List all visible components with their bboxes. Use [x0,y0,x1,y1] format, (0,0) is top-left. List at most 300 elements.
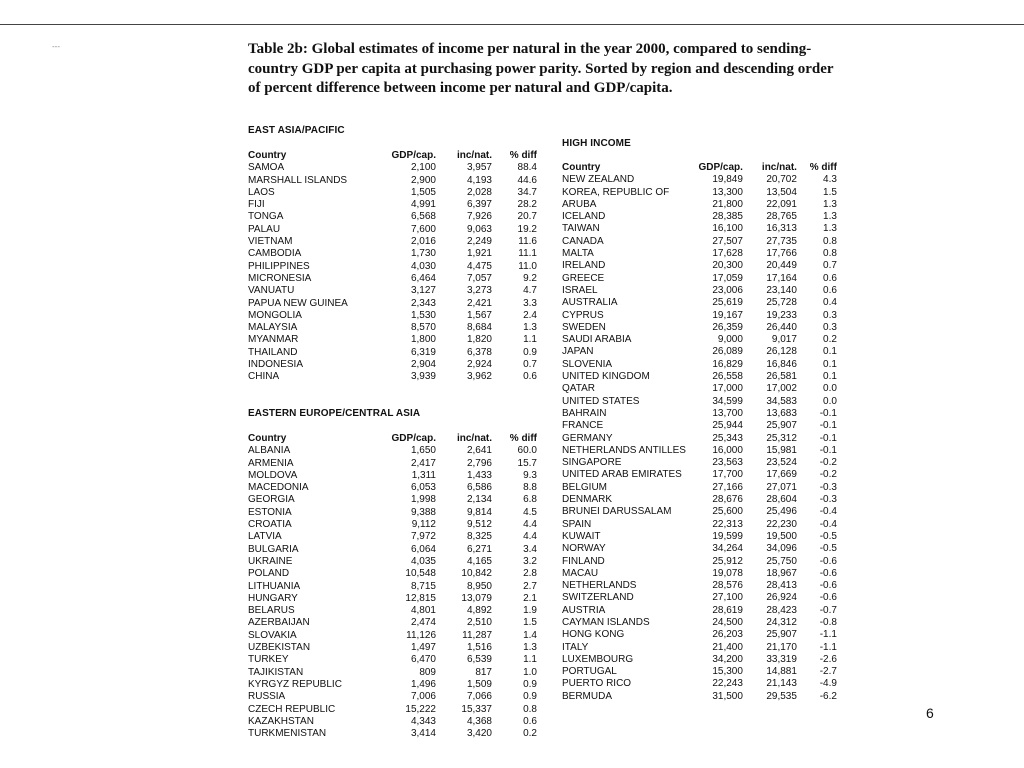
cell-percent-diff: 0.0 [823,395,837,407]
table-row [562,211,837,223]
cell-country: HUNGARY [248,592,298,604]
table-header-row [248,150,537,162]
cell-percent-diff: 15.7 [517,457,537,469]
table-row [562,346,837,358]
cell-country: ARUBA [562,198,597,210]
cell-country: CAYMAN ISLANDS [562,616,650,628]
table-row [248,273,537,285]
cell-gdp-per-capita: 7,972 [410,531,436,543]
cell-country: NORWAY [562,543,606,555]
cell-income-per-natural: 4,165 [466,555,492,567]
cell-income-per-natural: 25,907 [766,629,797,641]
cell-percent-diff: 0.7 [823,260,837,272]
cell-gdp-per-capita: 19,167 [712,309,743,321]
cell-income-per-natural: 1,820 [466,334,492,346]
cell-percent-diff: -0.6 [819,592,837,604]
cell-percent-diff: 0.3 [823,321,837,333]
cell-gdp-per-capita: 6,053 [410,482,436,494]
table-row [562,433,837,445]
cell-percent-diff: 4.3 [823,174,837,186]
cell-country: TONGA [248,211,284,223]
cell-income-per-natural: 23,140 [766,284,797,296]
table-row [562,506,837,518]
table-row [562,260,837,272]
cell-gdp-per-capita: 6,064 [410,543,436,555]
cell-income-per-natural: 1,433 [466,469,492,481]
cell-gdp-per-capita: 3,939 [410,371,436,383]
cell-percent-diff: 3.4 [523,543,537,555]
cell-income-per-natural: 4,193 [466,174,492,186]
cell-gdp-per-capita: 3,414 [410,728,436,740]
cell-gdp-per-capita: 21,800 [712,198,743,210]
cell-gdp-per-capita: 27,166 [712,481,743,493]
cell-gdp-per-capita: 8,570 [410,322,436,334]
table-row [248,617,537,629]
cell-gdp-per-capita: 2,100 [410,162,436,174]
cell-percent-diff: -0.5 [819,530,837,542]
cell-country: ARMENIA [248,457,294,469]
cell-percent-diff: 1.3 [523,642,537,654]
table-row [248,507,537,519]
cell-percent-diff: 1.5 [823,186,837,198]
col-header-inc: inc/nat. [456,433,492,444]
table-row [248,642,537,654]
cell-country: FRANCE [562,420,604,432]
cell-percent-diff: 2.8 [523,568,537,580]
table-row [248,248,537,260]
cell-gdp-per-capita: 1,496 [410,678,436,690]
table-row [562,556,837,568]
cell-percent-diff: 1.4 [523,629,537,641]
cell-percent-diff: 3.2 [523,555,537,567]
cell-gdp-per-capita: 34,264 [712,543,743,555]
cell-income-per-natural: 1,509 [466,678,492,690]
cell-gdp-per-capita: 27,507 [712,235,743,247]
cell-country: POLAND [248,568,290,580]
cell-percent-diff: 0.9 [523,346,537,358]
cell-country: ITALY [562,641,589,653]
table-row [562,223,837,235]
cell-gdp-per-capita: 15,222 [405,703,436,715]
cell-percent-diff: 0.8 [823,235,837,247]
table-row [248,310,537,322]
cell-gdp-per-capita: 23,563 [712,457,743,469]
cell-gdp-per-capita: 21,400 [712,641,743,653]
cell-gdp-per-capita: 1,650 [410,445,436,457]
cell-country: UNITED STATES [562,395,640,407]
cell-country: BELGIUM [562,481,608,493]
table-row [248,298,537,310]
cell-country: MYANMAR [248,334,299,346]
cell-percent-diff: 88.4 [517,162,537,174]
table-row [562,396,837,408]
cell-country: BULGARIA [248,543,299,555]
table-row [562,420,837,432]
cell-percent-diff: 9.2 [523,272,537,284]
col-header-country: Country [562,162,601,173]
cell-income-per-natural: 10,842 [461,568,492,580]
cell-gdp-per-capita: 809 [419,666,436,678]
corner-mark: --- [52,42,60,51]
table-row [562,334,837,346]
cell-gdp-per-capita: 6,464 [410,272,436,284]
cell-percent-diff: 4.7 [523,285,537,297]
cell-percent-diff: 11.1 [518,248,537,260]
cell-percent-diff: 1.3 [523,322,537,334]
table-row [562,678,837,690]
cell-gdp-per-capita: 13,700 [712,407,743,419]
cell-gdp-per-capita: 28,619 [712,604,743,616]
cell-percent-diff: 0.6 [523,371,537,383]
cell-income-per-natural: 27,071 [766,481,797,493]
cell-gdp-per-capita: 23,006 [712,284,743,296]
cell-gdp-per-capita: 4,035 [410,555,436,567]
table-row [562,408,837,420]
cell-income-per-natural: 25,750 [766,555,797,567]
table-row [562,568,837,580]
table-row [248,630,537,642]
table-row [248,458,537,470]
cell-country: SWEDEN [562,321,606,333]
col-header-inc: inc/nat. [456,150,492,161]
col-header-diff: % diff [509,433,537,444]
cell-percent-diff: -0.7 [819,604,837,616]
cell-gdp-per-capita: 31,500 [712,690,743,702]
cell-country: GREECE [562,272,605,284]
cell-gdp-per-capita: 8,715 [410,580,436,592]
cell-country: CAMBODIA [248,248,302,260]
cell-percent-diff: -0.2 [819,457,837,469]
cell-income-per-natural: 19,233 [766,309,797,321]
cell-income-per-natural: 34,583 [766,395,797,407]
cell-percent-diff: 2.7 [523,580,537,592]
table-row [562,666,837,678]
cell-gdp-per-capita: 26,558 [712,371,743,383]
cell-gdp-per-capita: 4,801 [410,605,436,617]
table-row [248,445,537,457]
cell-income-per-natural: 29,535 [766,690,797,702]
table-row [248,347,537,359]
cell-percent-diff: 34.7 [517,186,537,198]
cell-income-per-natural: 2,796 [466,457,492,469]
cell-gdp-per-capita: 17,700 [712,469,743,481]
cell-percent-diff: 1.0 [523,666,537,678]
cell-income-per-natural: 25,728 [766,297,797,309]
cell-percent-diff: 0.0 [823,383,837,395]
cell-income-per-natural: 9,814 [466,506,492,518]
cell-income-per-natural: 7,066 [466,691,492,703]
cell-country: FINLAND [562,555,605,567]
cell-percent-diff: 11.0 [518,260,537,272]
cell-income-per-natural: 26,440 [766,321,797,333]
cell-country: MOLDOVA [248,469,298,481]
cell-income-per-natural: 2,421 [466,297,492,309]
cell-country: CANADA [562,235,604,247]
cell-gdp-per-capita: 3,127 [410,285,436,297]
cell-income-per-natural: 20,702 [766,174,797,186]
cell-country: MICRONESIA [248,272,312,284]
cell-income-per-natural: 27,735 [766,235,797,247]
table-row [248,371,537,383]
cell-country: NEW ZEALAND [562,174,635,186]
table-row [562,642,837,654]
table-row [562,654,837,666]
cell-gdp-per-capita: 19,599 [712,530,743,542]
cell-income-per-natural: 9,017 [771,334,797,346]
cell-gdp-per-capita: 24,500 [712,616,743,628]
cell-country: TURKMENISTAN [248,728,327,740]
cell-income-per-natural: 2,510 [466,617,492,629]
cell-percent-diff: 4.5 [523,506,537,518]
cell-income-per-natural: 2,134 [466,494,492,506]
cell-income-per-natural: 23,524 [766,457,797,469]
cell-gdp-per-capita: 16,100 [712,223,743,235]
cell-gdp-per-capita: 4,343 [410,715,436,727]
table-row [562,605,837,617]
cell-gdp-per-capita: 2,474 [410,617,436,629]
table-row [248,568,537,580]
cell-country: THAILAND [248,346,298,358]
cell-income-per-natural: 6,397 [466,199,492,211]
cell-income-per-natural: 33,319 [766,653,797,665]
top-rule [0,24,1024,25]
cell-income-per-natural: 4,368 [466,715,492,727]
cell-income-per-natural: 22,230 [766,518,797,530]
table-row [248,322,537,334]
cell-income-per-natural: 24,312 [766,616,797,628]
cell-country: KUWAIT [562,530,601,542]
cell-gdp-per-capita: 17,000 [712,383,743,395]
cell-percent-diff: -0.4 [819,518,837,530]
cell-gdp-per-capita: 6,470 [410,654,436,666]
table-row [248,285,537,297]
cell-country: LATVIA [248,531,282,543]
cell-country: CHINA [248,371,280,383]
cell-income-per-natural: 1,516 [466,642,492,654]
cell-income-per-natural: 13,683 [766,407,797,419]
cell-income-per-natural: 26,128 [766,346,797,358]
cell-country: UNITED ARAB EMIRATES [562,469,682,481]
table-row [562,236,837,248]
cell-country: SLOVAKIA [248,629,297,641]
cell-income-per-natural: 13,504 [766,186,797,198]
cell-gdp-per-capita: 9,112 [411,519,436,531]
cell-country: BERMUDA [562,690,613,702]
cell-income-per-natural: 17,164 [766,272,797,284]
cell-percent-diff: -0.4 [819,506,837,518]
cell-income-per-natural: 25,496 [766,506,797,518]
table-row [562,310,837,322]
table-row [248,556,537,568]
cell-gdp-per-capita: 1,530 [410,309,436,321]
cell-percent-diff: 8.8 [523,482,537,494]
table-row [248,654,537,666]
cell-gdp-per-capita: 9,000 [717,334,743,346]
cell-percent-diff: -2.6 [819,653,837,665]
cell-percent-diff: 2.4 [523,309,537,321]
cell-income-per-natural: 4,475 [466,260,492,272]
cell-country: PORTUGAL [562,666,617,678]
table-header-row [248,433,537,445]
table-row [562,359,837,371]
cell-country: VANUATU [248,285,295,297]
cell-country: TAIWAN [562,223,600,235]
table-eastern-europe-central-asia [248,433,537,740]
cell-country: KOREA, REPUBLIC OF [562,186,670,198]
cell-country: INDONESIA [248,359,304,371]
cell-income-per-natural: 6,539 [466,654,492,666]
table-row [562,592,837,604]
cell-percent-diff: 2.1 [523,592,537,604]
cell-percent-diff: 28.2 [517,199,537,211]
cell-country: PAPUA NEW GUINEA [248,297,348,309]
col-header-gdp: GDP/cap. [698,162,743,173]
cell-country: UNITED KINGDOM [562,371,650,383]
table-row [562,445,837,457]
cell-country: GERMANY [562,432,613,444]
cell-country: GEORGIA [248,494,295,506]
cell-percent-diff: 0.8 [523,703,537,715]
cell-income-per-natural: 14,881 [766,666,797,678]
table-row [248,544,537,556]
cell-gdp-per-capita: 1,497 [410,642,436,654]
table-row [562,383,837,395]
cell-income-per-natural: 8,950 [466,580,492,592]
table-row [562,617,837,629]
table-row [248,691,537,703]
cell-country: DENMARK [562,494,613,506]
table-row [562,371,837,383]
table-row [562,543,837,555]
cell-percent-diff: 0.6 [823,284,837,296]
table-row [248,187,537,199]
cell-percent-diff: 0.1 [823,358,837,370]
cell-income-per-natural: 6,586 [466,482,492,494]
cell-country: RUSSIA [248,691,286,703]
table-row [248,679,537,691]
table-row [562,199,837,211]
cell-country: MALAYSIA [248,322,298,334]
cell-income-per-natural: 26,924 [766,592,797,604]
table-row [562,248,837,260]
cell-percent-diff: -0.6 [819,555,837,567]
cell-percent-diff: 19.2 [517,223,537,235]
cell-country: QATAR [562,383,595,395]
table-row [562,174,837,186]
cell-country: CZECH REPUBLIC [248,703,336,715]
cell-income-per-natural: 28,413 [766,580,797,592]
cell-gdp-per-capita: 16,829 [712,358,743,370]
cell-percent-diff: 6.8 [523,494,537,506]
table-row [248,199,537,211]
cell-country: SLOVENIA [562,358,613,370]
cell-income-per-natural: 25,312 [766,432,797,444]
cell-income-per-natural: 6,271 [466,543,492,555]
cell-gdp-per-capita: 2,900 [410,174,436,186]
cell-country: MACAU [562,567,599,579]
cell-income-per-natural: 13,079 [461,592,492,604]
cell-percent-diff: -0.1 [819,407,837,419]
cell-percent-diff: 11.6 [518,236,537,248]
cell-gdp-per-capita: 1,730 [410,248,436,260]
cell-percent-diff: -0.3 [819,481,837,493]
col-header-gdp: GDP/cap. [391,433,436,444]
cell-gdp-per-capita: 1,800 [410,334,436,346]
cell-gdp-per-capita: 20,300 [712,260,743,272]
cell-income-per-natural: 6,378 [466,346,492,358]
cell-country: MONGOLIA [248,309,302,321]
cell-gdp-per-capita: 28,385 [712,211,743,223]
cell-gdp-per-capita: 16,000 [712,444,743,456]
cell-percent-diff: 1.9 [523,605,537,617]
table-row [248,728,537,740]
section-heading-eastern-europe-central-asia: EASTERN EUROPE/CENTRAL ASIA [248,408,421,419]
table-header-row [562,162,837,174]
cell-percent-diff: -0.5 [819,543,837,555]
cell-income-per-natural: 8,325 [466,531,492,543]
cell-country: SAUDI ARABIA [562,334,632,346]
cell-country: SINGAPORE [562,457,622,469]
cell-country: LITHUANIA [248,580,301,592]
cell-income-per-natural: 1,921 [466,248,492,260]
cell-percent-diff: 9.3 [523,469,537,481]
cell-gdp-per-capita: 25,619 [712,297,743,309]
table-row [248,162,537,174]
cell-country: BAHRAIN [562,407,607,419]
cell-gdp-per-capita: 22,313 [712,518,743,530]
cell-gdp-per-capita: 7,006 [410,691,436,703]
cell-percent-diff: 20.7 [517,211,537,223]
cell-country: MARSHALL ISLANDS [248,174,348,186]
table-row [562,629,837,641]
table-row [248,211,537,223]
cell-gdp-per-capita: 10,548 [405,568,436,580]
cell-percent-diff: 1.1 [523,654,537,666]
table-row [562,322,837,334]
cell-gdp-per-capita: 26,089 [712,346,743,358]
col-header-gdp: GDP/cap. [391,150,436,161]
cell-gdp-per-capita: 1,998 [410,494,436,506]
cell-income-per-natural: 17,669 [766,469,797,481]
cell-gdp-per-capita: 17,628 [712,248,743,260]
cell-country: TAJIKISTAN [248,666,304,678]
cell-country: CROATIA [248,519,292,531]
cell-income-per-natural: 25,907 [766,420,797,432]
cell-percent-diff: -0.1 [819,444,837,456]
cell-gdp-per-capita: 9,388 [410,506,436,518]
cell-country: AUSTRALIA [562,297,618,309]
cell-income-per-natural: 3,273 [466,285,492,297]
cell-country: JAPAN [562,346,594,358]
cell-gdp-per-capita: 17,059 [712,272,743,284]
cell-country: SWITZERLAND [562,592,634,604]
cell-income-per-natural: 18,967 [766,567,797,579]
cell-percent-diff: -0.1 [819,432,837,444]
cell-country: KAZAKHSTAN [248,715,314,727]
cell-income-per-natural: 2,924 [466,359,492,371]
cell-percent-diff: 44.6 [517,174,537,186]
cell-income-per-natural: 4,892 [466,605,492,617]
cell-percent-diff: -0.6 [819,567,837,579]
table-row [562,691,837,703]
table-row [562,273,837,285]
cell-income-per-natural: 19,500 [766,530,797,542]
cell-country: UZBEKISTAN [248,642,311,654]
table-row [248,605,537,617]
cell-country: PHILIPPINES [248,260,310,272]
cell-country: SAMOA [248,162,285,174]
cell-income-per-natural: 28,604 [766,494,797,506]
